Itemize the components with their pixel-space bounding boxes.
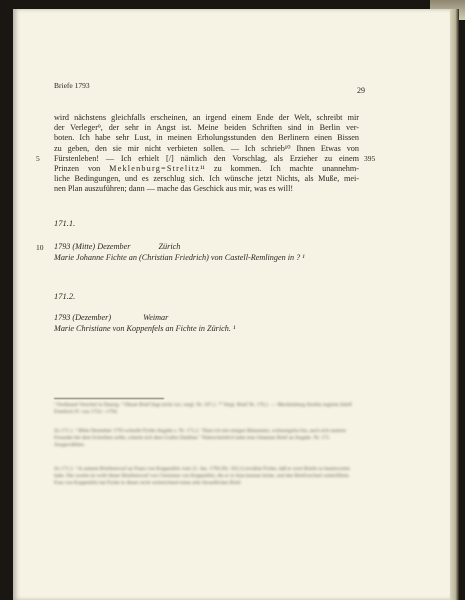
- running-head: Briefe 1793: [54, 81, 90, 90]
- body-line-4: zu geben, den sie mir nicht verbieten sollen. — Ich schrieb¹⁰ Ihnen Etwas von: [54, 143, 359, 153]
- letter-body-text: [54, 113, 359, 195]
- body-line-1: wird nächstens gleichfalls erscheinen, an irgend einem Ende der Welt, schreibt mir: [54, 113, 359, 122]
- entry-1-place: Zürich: [158, 242, 181, 251]
- body-line-2: der Verleger⁹, der sehr in Angst ist. Meine beiden Schriften sind in Berlin ver-: [54, 123, 359, 133]
- body-line-6: Prinzen von Meklenburg=Strelitz¹¹ zu kommen. Ich machte unannehm-: [54, 164, 359, 174]
- footnote-block-3: Zu 171.2. ¹ In seinem Briefentwurf an Franz von Koppenfels vom 21. Jan. 1794 (Nr. 183,1) erwähnt Fichte, daß er zwei Briefe zu beantworten habe. Der zweite ist wohl dieser Briefentwurf von Christiane von Koppenfels, die er in Jena kennen lernte, und den Briefwechsel weiterführte. Frau von Koppenfels hat Fichte in dieser recht weitreichend einen sehr freundlichen Brief.: [54, 466, 351, 487]
- footnote-block-1: ¹ Ferdinand Vorschel in Danzig. ⁹ Dieser Brief liegt nicht vor; vergl. Nr. 167,1. ¹⁰ Vergl. Brief Nr. 170,1. — Mecklenburg-Strelitz regierte Adolf Friedrich IV. von 1752—1794.: [54, 402, 352, 416]
- margin-reference: 395: [364, 154, 376, 163]
- entry-1-date-line: [54, 242, 180, 251]
- body-line-3: boten. Ich habe sehr Lust, in meinen Erholungsstunden den Berlinern einen Bissen: [54, 133, 359, 143]
- entry-2-place: Weimar: [143, 313, 169, 322]
- body-line-8: nen Plan auszuführen; dann — mache das Geschick aus mir, was es will!: [54, 184, 294, 194]
- entry-1-title: Marie Johanne Fichte an (Christian Friedrich) von Castell-Remlingen in ? ¹: [54, 253, 305, 262]
- entry-2-title: Marie Christiane von Koppenfels an Fichte in Zürich. ¹: [54, 324, 236, 333]
- line-number-10: 10: [36, 243, 44, 252]
- page-number: 29: [357, 86, 365, 95]
- line-number-5: 5: [36, 154, 40, 163]
- footnote-rule: [54, 398, 164, 399]
- entry-2-date: 1793 (Dezember): [54, 313, 112, 322]
- body-line-5: Fürstenleben! — Ich erhielt [/] nämlich den Vorschlag, als Erzieher zu einem: [54, 153, 359, 163]
- book-page: [13, 9, 450, 600]
- page-stack-right-edge: [450, 9, 459, 600]
- entry-number-171-2: 171.2.: [54, 291, 76, 301]
- footnote-block-2: Zu 171.1. ¹ Mitte Dezember 1793 schreibt Fichte Angabe s. Nr. 171,2. "Dass ich mir einigen Bekannten, wohnungslos bin, auch sich unseres Freundes bei dem Schreiben sollte, scheint sich dem Grafen Dankbar." Wahrscheinlich hatte eine Johannes Brief an Angabe. Nr. 171. Ausgewählten.: [54, 428, 346, 449]
- entry-number-171-1: 171.1.: [54, 218, 76, 228]
- entry-1-date: 1793 (Mitte) Dezember: [54, 242, 131, 251]
- body-line-7: liche Bedingungen, und es zerschlug sich. Ich wünsche jetzt Nichts, als Muße, mei-: [54, 174, 359, 184]
- entry-2-date-line: [54, 313, 168, 322]
